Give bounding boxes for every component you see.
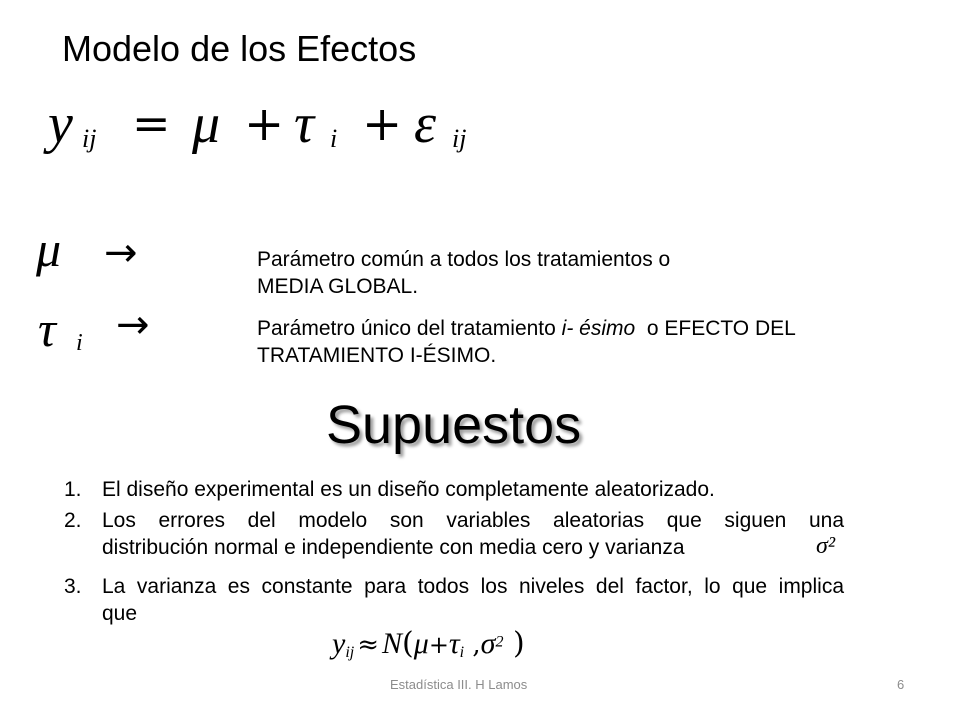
formula-y-subscript: ij — [345, 644, 355, 662]
tau-description-line-2: TRATAMIENTO I-ÉSIMO. — [257, 344, 497, 367]
slide-footer: Estadística III. H Lamos — [390, 677, 528, 692]
formula-comma: , — [464, 630, 481, 660]
formula-plus: + — [428, 631, 449, 659]
formula-tau: τ — [448, 627, 460, 660]
tau-description-italic: i- ésimo — [561, 317, 636, 340]
slide-title: Modelo de los Efectos — [62, 28, 417, 69]
formula-sigma-superscript: 2 — [495, 633, 504, 651]
list-item-text: El diseño experimental es un diseño completamente aleatorizado. — [102, 478, 715, 501]
list-item-number: 1. — [64, 478, 82, 501]
mu-symbol: μ — [36, 221, 62, 277]
distribution-formula — [332, 626, 572, 670]
eq-plus-1: + — [244, 96, 285, 152]
right-arrow-icon: → — [104, 230, 138, 276]
list-item-number: 2. — [64, 509, 82, 532]
formula-N: N — [382, 627, 403, 660]
formula-open-paren: ( — [402, 626, 414, 661]
tau-description-line-1 — [257, 315, 897, 342]
eq-equals: = — [132, 96, 171, 150]
formula-y: y — [332, 627, 346, 660]
eq-y-subscript: ij — [82, 124, 97, 153]
list-item-number: 3. — [64, 575, 82, 598]
list-item-text-line-2: distribución normal e independiente con media cero y varianza — [102, 536, 685, 559]
tau-subscript: i — [76, 330, 83, 356]
page-number: 6 — [897, 677, 905, 692]
list-item-text-line-2: que — [102, 602, 138, 625]
eq-plus-2: + — [362, 96, 403, 152]
formula-tau-subscript: i — [459, 644, 465, 662]
formula-mu: μ — [413, 627, 429, 660]
eq-tau: τ — [294, 93, 315, 155]
mu-description-line-2: MEDIA GLOBAL. — [257, 275, 419, 298]
formula-approx: ≈ — [357, 630, 380, 660]
eq-epsilon: ε — [414, 93, 437, 155]
eq-mu: μ — [192, 93, 221, 155]
variance-formula: σ² — [816, 533, 836, 559]
list-item-text-line-1: La varianza es constante para todos los niveles del factor, lo que implica — [102, 575, 844, 598]
assumptions-list — [64, 476, 864, 636]
eq-tau-subscript: i — [330, 124, 338, 153]
assumptions-heading: Supuestos — [326, 395, 582, 455]
tau-description-text-a: Parámetro único del tratamiento — [257, 317, 562, 340]
effects-model-equation — [44, 92, 504, 162]
mu-description — [257, 246, 897, 300]
eq-y: y — [48, 93, 73, 155]
mu-description-line-1: Parámetro común a todos los tratamientos o — [257, 248, 671, 271]
tau-description — [257, 315, 897, 369]
right-arrow-icon: → — [116, 302, 150, 348]
tau-description-text-b: o EFECTO DEL — [635, 317, 796, 340]
list-item-text-line-1: Los errores del modelo son variables aleatorias que siguen una — [102, 509, 844, 532]
formula-sigma: σ — [480, 627, 496, 660]
tau-symbol: τ — [38, 301, 56, 357]
formula-close-paren: ) — [503, 626, 525, 661]
eq-epsilon-subscript: ij — [452, 124, 467, 153]
